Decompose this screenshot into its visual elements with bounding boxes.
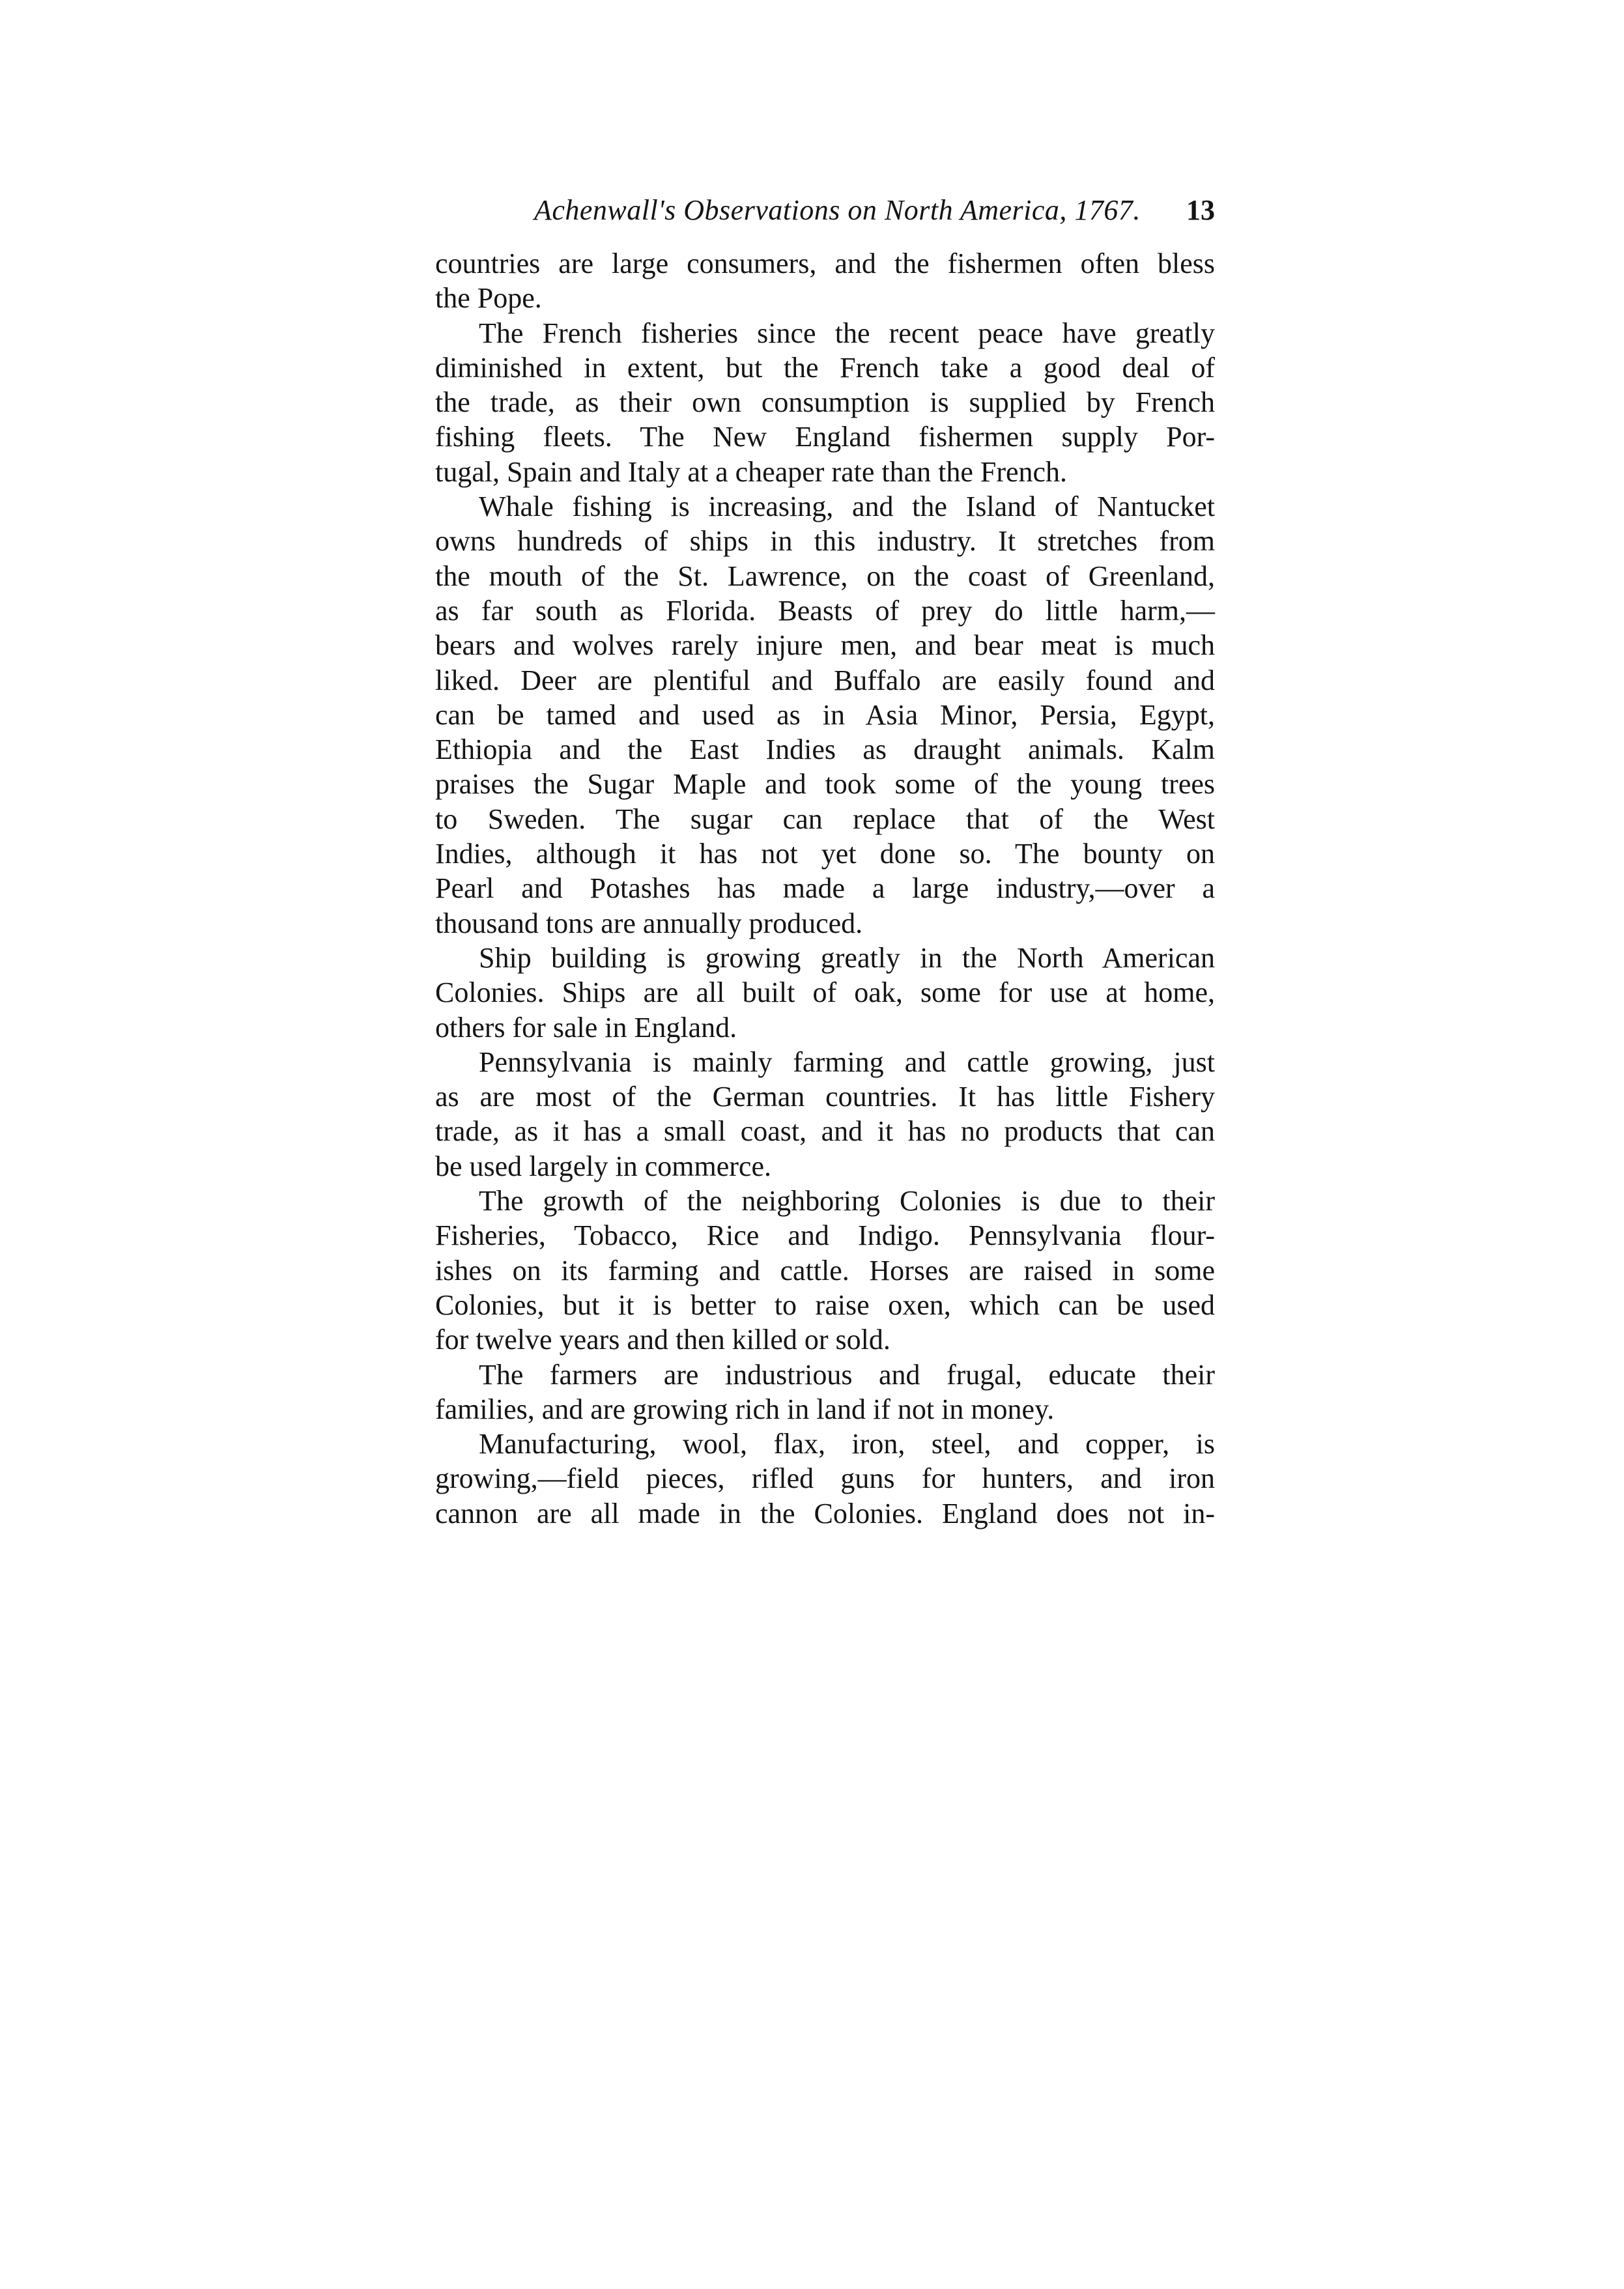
text-line: Manufacturing, wool, flax, iron, steel, and copper, is: [479, 1428, 1215, 1460]
text-line: Fisheries, Tobacco, Rice and Indigo. Pennsylvania flour-: [435, 1219, 1215, 1252]
text-line: bears and wolves rarely injure men, and bear meat is much: [435, 629, 1215, 662]
text-line: The growth of the neighboring Colonies is due to their: [479, 1185, 1215, 1217]
text-line: as far south as Florida. Beasts of prey do little harm,—: [435, 594, 1215, 627]
text-line: tugal, Spain and Italy at a cheaper rate than the French.: [435, 455, 1068, 488]
text-line: for twelve years and then killed or sold.: [435, 1324, 890, 1356]
text-line: Ethiopia and the East Indies as draught animals. Kalm: [435, 733, 1215, 766]
text-line: families, and are growing rich in land if not in money.: [435, 1393, 1055, 1425]
text-line: ishes on its farming and cattle. Horses are raised in some: [435, 1254, 1215, 1287]
text-line: Indies, although it has not yet done so. The bounty on: [435, 838, 1215, 870]
text-line: Ship building is growing greatly in the North American: [479, 941, 1215, 974]
text-line: The farmers are industrious and frugal, educate their: [479, 1358, 1215, 1391]
text-line: owns hundreds of ships in this industry. It stretches from: [435, 525, 1215, 558]
text-line: growing,—field pieces, rifled guns for hunters, and iron: [435, 1462, 1215, 1495]
running-header: [534, 193, 1215, 228]
body-text: [435, 246, 1215, 1531]
text-line: diminished in extent, but the French take a good deal of: [435, 351, 1215, 384]
text-line: the mouth of the St. Lawrence, on the coast of Greenland,: [435, 560, 1215, 592]
text-line: cannon are all made in the Colonies. England does not in-: [435, 1497, 1215, 1529]
text-line: Pearl and Potashes has made a large industry,—over a: [435, 872, 1215, 905]
text-line: The French fisheries since the recent peace have greatly: [479, 317, 1215, 349]
text-line: others for sale in England.: [435, 1011, 737, 1044]
text-line: praises the Sugar Maple and took some of the young trees: [435, 768, 1215, 801]
text-line: as are most of the German countries. It has little Fishery: [435, 1081, 1215, 1113]
text-line: the Pope.: [435, 282, 542, 315]
text-line: liked. Deer are plentiful and Buffalo are easily found and: [435, 664, 1215, 696]
text-line: thousand tons are annually produced.: [435, 907, 863, 939]
text-line: Colonies, but it is better to raise oxen, which can be used: [435, 1288, 1215, 1321]
text-line: Colonies. Ships are all built of oak, some for use at home,: [435, 976, 1215, 1009]
page-number: 13: [1186, 194, 1215, 226]
text-line: to Sweden. The sugar can replace that of the West: [435, 803, 1215, 835]
text-line: Whale fishing is increasing, and the Island of Nantucket: [479, 490, 1215, 523]
text-line: the trade, as their own consumption is supplied by French: [435, 386, 1215, 419]
text-line: Pennsylvania is mainly farming and cattle growing, just: [479, 1045, 1215, 1078]
running-title: Achenwall's Observations on North America, 1767.: [534, 194, 1141, 226]
text-line: fishing fleets. The New England fishermen supply Por-: [435, 421, 1215, 453]
text-line: can be tamed and used as in Asia Minor, Persia, Egypt,: [435, 698, 1215, 731]
text-line: be used largely in commerce.: [435, 1150, 771, 1182]
text-line: countries are large consumers, and the fishermen often bless: [435, 248, 1215, 279]
text-line: trade, as it has a small coast, and it has no products that can: [435, 1115, 1215, 1148]
